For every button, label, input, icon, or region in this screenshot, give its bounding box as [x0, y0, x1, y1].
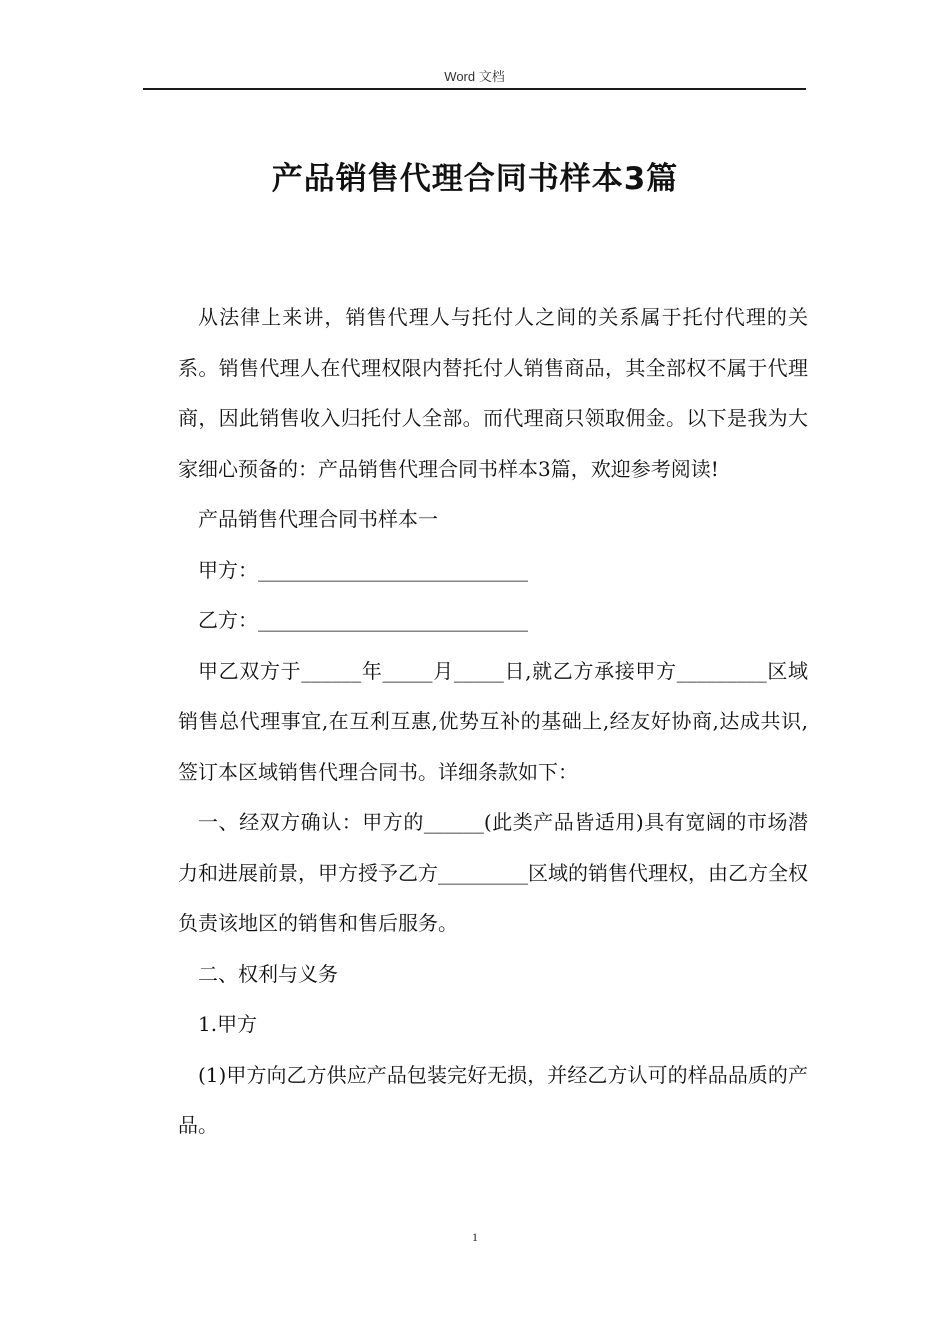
- document-body: [178, 292, 808, 1151]
- party-a-item-one: (1)甲方向乙方供应产品包装完好无损，并经乙方认可的样品品质的产品。: [178, 1062, 808, 1137]
- document-title: 产品销售代理合同书样本3篇: [271, 161, 679, 197]
- party-b-line: 乙方：___________________________: [198, 608, 528, 632]
- header-label: Word 文档: [444, 69, 505, 84]
- party-a-subheading: 1.甲方: [198, 1012, 258, 1036]
- intro-paragraph: 从法律上来讲，销售代理人与托付人之间的关系属于托付代理的关系。销售代理人在代理权限内替托付人销售商品，其全部权不属于代理商，因此销售收入归托付人全部。而代理商只领取佣金。以下是我为大家细心预备的：产品销售代理合同书样本3篇，欢迎参考阅读!: [178, 305, 808, 481]
- party-a-line: 甲方：___________________________: [198, 557, 528, 582]
- page-number: 1: [472, 1230, 478, 1244]
- clause-one: 一、经双方确认：甲方的______(此类产品皆适用)具有宽阔的市场潜力和进展前景，甲方授予乙方_________区域的销售代理权，由乙方全权负责该地区的销售和售后服务。: [178, 810, 808, 935]
- page-header: [143, 66, 806, 90]
- clause-two-heading: 二、权利与义务: [198, 961, 338, 986]
- sample-one-heading: 产品销售代理合同书样本一: [198, 507, 438, 531]
- agreement-preamble: 甲乙双方于______年_____月_____日,就乙方承接甲方_________区域销售总代理事宜,在互利互惠,优势互补的基础上,经友好协商,达成共识,签订本区域销售代理合同书。详细条款如下：: [178, 658, 808, 784]
